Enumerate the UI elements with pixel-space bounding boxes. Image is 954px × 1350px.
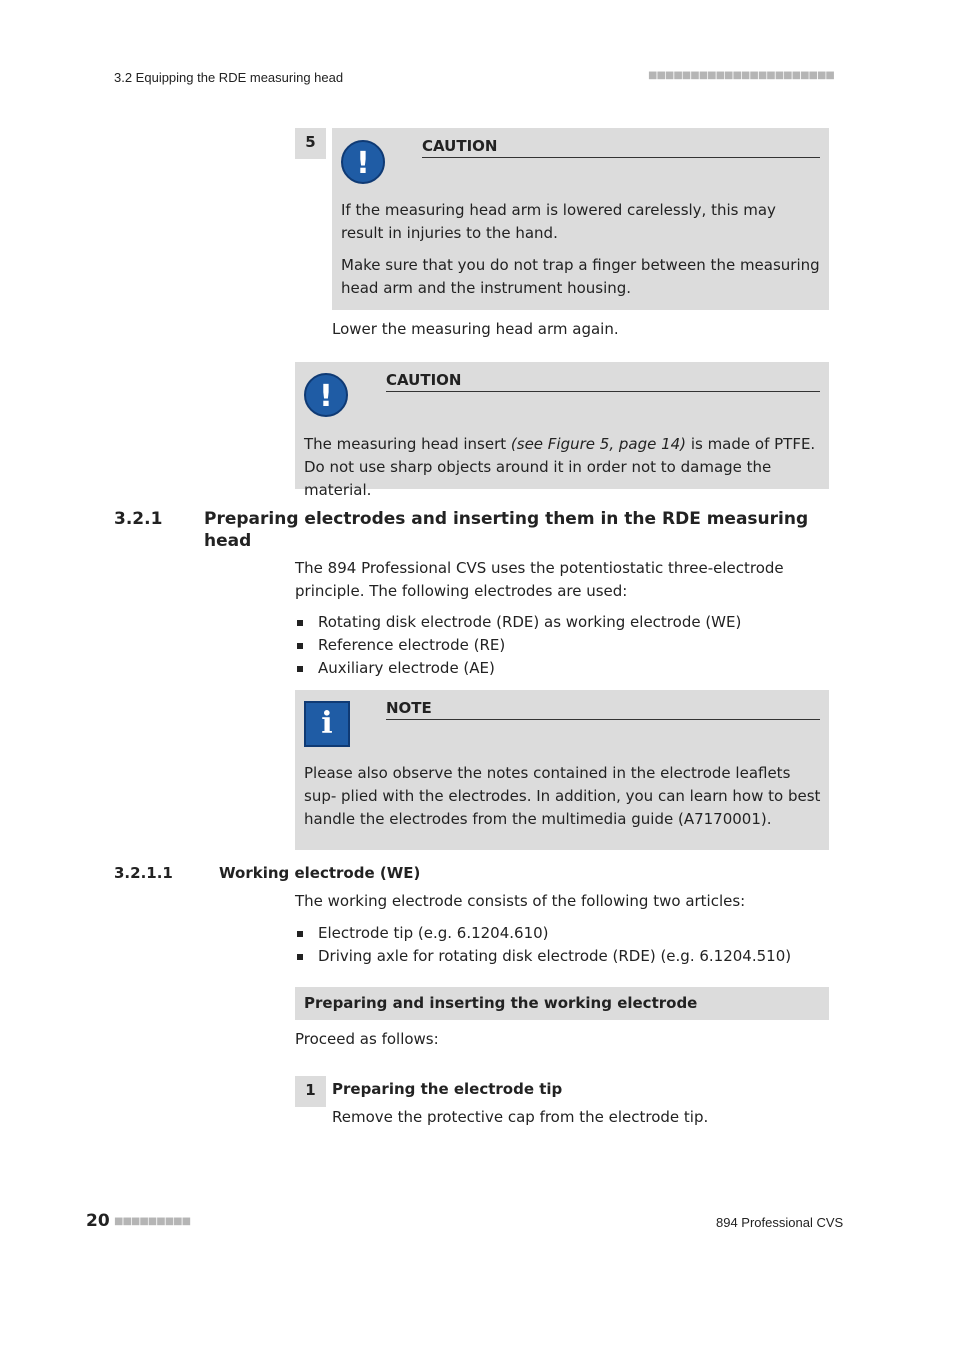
footer-product: 894 Professional CVS: [716, 1215, 844, 1230]
step-title: Preparing the electrode tip: [332, 1080, 563, 1098]
list-item: Auxiliary electrode (AE): [296, 657, 829, 680]
list-item: Reference electrode (RE): [296, 634, 829, 657]
caution-box: [295, 362, 829, 499]
note-text: Please also observe the notes contained in the electrode leaflets sup- plied with the electrodes. In addition, you can learn how to best handle the electrodes from the multimedia guide (A7170001).: [304, 764, 821, 828]
list-item: Driving axle for rotating disk electrode (RDE) (e.g. 6.1204.510): [296, 945, 829, 968]
subsection-title: Working electrode (WE): [219, 864, 421, 882]
step-text: Remove the protective cap from the electrode tip.: [332, 1108, 709, 1126]
bullet-list: [296, 922, 829, 968]
note-title: NOTE: [386, 699, 820, 720]
step-text: Lower the measuring head arm again.: [332, 320, 619, 338]
info-icon: i: [304, 701, 350, 747]
caution-text: Make sure that you do not trap a finger between the measuring head arm and the instrument housing.: [341, 256, 820, 297]
footer-decor: ■■■■■■■■■: [114, 1216, 191, 1227]
caution-text: The measuring head insert (see Figure 5, page 14) is made of PTFE. Do not use sharp objects around it in order not to damage the material.: [304, 435, 816, 499]
section-title: Preparing electrodes and inserting them in the RDE measuring head: [204, 509, 809, 551]
caution-text: If the measuring head arm is lowered carelessly, this may result in injuries to the hand.: [341, 201, 776, 242]
paragraph: Proceed as follows:: [295, 1030, 439, 1048]
bullet-list: [296, 611, 829, 680]
running-header: 3.2 Equipping the RDE measuring head: [114, 70, 344, 85]
caution-title: CAUTION: [422, 137, 820, 158]
figure-reference[interactable]: (see Figure 5, page 14): [510, 435, 687, 453]
note-box: [295, 690, 829, 850]
subsection-number: 3.2.1.1: [114, 864, 173, 882]
step-number: 5: [295, 128, 326, 159]
list-item: Rotating disk electrode (RDE) as working electrode (WE): [296, 611, 829, 634]
paragraph: The 894 Professional CVS uses the potentiostatic three-electrode principle. The following electrodes are used:: [295, 559, 784, 600]
header-decor: ■■■■■■■■■■■■■■■■■■■■■■: [648, 70, 834, 81]
paragraph: The working electrode consists of the following two articles:: [295, 892, 746, 910]
exclamation-icon: !: [341, 140, 385, 184]
caution-title: CAUTION: [386, 371, 820, 392]
page-number: 20: [86, 1211, 110, 1231]
procedure-heading: Preparing and inserting the working electrode: [295, 987, 829, 1020]
caution-box: [332, 128, 829, 310]
exclamation-icon: !: [304, 373, 348, 417]
section-number: 3.2.1: [114, 509, 163, 529]
step-number: 1: [295, 1076, 326, 1107]
list-item: Electrode tip (e.g. 6.1204.610): [296, 922, 829, 945]
